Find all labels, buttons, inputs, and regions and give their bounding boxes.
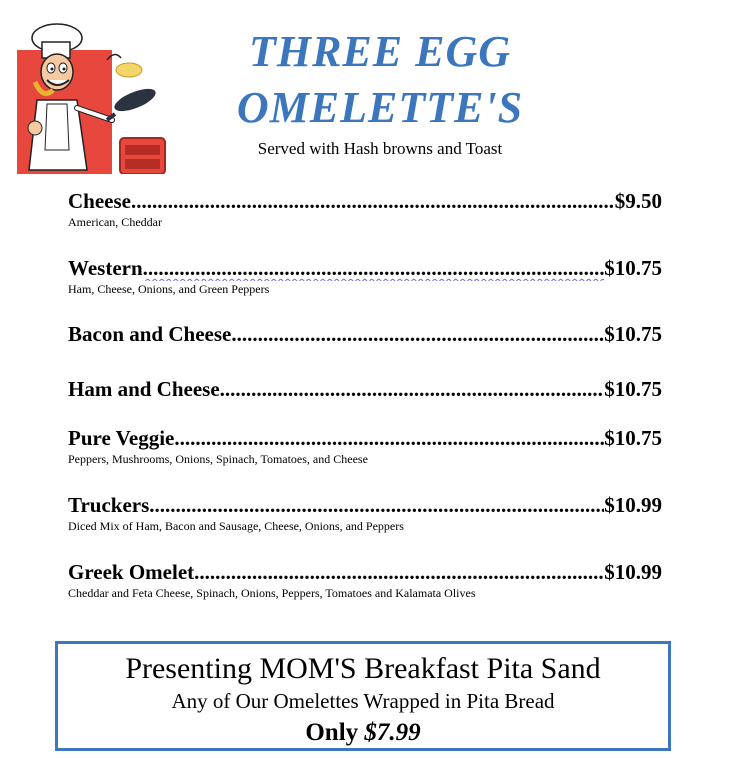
dot-leader xyxy=(220,376,605,402)
menu-item-greek-omelet xyxy=(68,559,662,601)
dot-leader xyxy=(131,188,615,214)
menu-item-price: $10.99 xyxy=(604,560,662,584)
menu-item-western xyxy=(68,255,662,297)
dot-leader xyxy=(149,492,604,518)
menu-subtitle: Served with Hash browns and Toast xyxy=(257,139,503,158)
menu-title-line1: THREE EGG xyxy=(248,27,512,76)
menu-item-price: $10.75 xyxy=(604,377,662,401)
menu-item-description: Diced Mix of Ham, Bacon and Sausage, Cheese, Onions, and Peppers xyxy=(68,519,404,533)
menu-title-line2: OMELETTE'S xyxy=(236,83,524,132)
menu-item-name: Pure Veggie xyxy=(68,426,175,450)
promo-price-label: Only xyxy=(305,719,359,746)
dot-leader xyxy=(194,559,604,585)
menu-item-pure-veggie xyxy=(68,425,662,467)
menu-item-truckers xyxy=(68,492,662,534)
promo-price: $7.99 xyxy=(364,719,421,746)
menu-item-name: Ham and Cheese xyxy=(68,377,220,401)
pita-promo-box xyxy=(55,641,671,751)
menu-item-description: Peppers, Mushrooms, Onions, Spinach, Tomatoes, and Cheese xyxy=(68,452,368,466)
chef-illustration xyxy=(17,20,168,174)
promo-price-row xyxy=(58,718,668,748)
menu-item-description: Cheddar and Feta Cheese, Spinach, Onions, Peppers, Tomatoes and Kalamata Olives xyxy=(68,586,476,600)
menu-item-name: Bacon and Cheese xyxy=(68,322,232,346)
menu-item-name: Cheese xyxy=(68,189,131,213)
menu-item-price: $10.75 xyxy=(604,426,662,450)
dot-leader xyxy=(174,425,604,451)
dot-leader xyxy=(143,255,605,281)
menu-item-bacon-and-cheese xyxy=(68,321,662,347)
menu-item-name: Truckers xyxy=(68,493,150,517)
dot-leader xyxy=(231,321,604,347)
menu-item-cheese xyxy=(68,188,662,230)
promo-title: Presenting MOM'S Breakfast Pita Sand xyxy=(125,652,601,685)
menu-item-description: Ham, Cheese, Onions, and Green Peppers xyxy=(68,282,270,296)
menu-item-price: $9.50 xyxy=(614,189,662,213)
promo-subtitle: Any of Our Omelettes Wrapped in Pita Bread xyxy=(171,689,555,713)
menu-item-name: Western xyxy=(68,256,143,280)
menu-item-price: $10.99 xyxy=(604,493,662,517)
menu-item-price: $10.75 xyxy=(604,322,662,346)
menu-item-price: $10.75 xyxy=(604,256,662,280)
menu-item-description: American, Cheddar xyxy=(68,215,162,229)
menu-item-ham-and-cheese xyxy=(68,376,662,402)
menu-item-name: Greek Omelet xyxy=(68,560,195,584)
